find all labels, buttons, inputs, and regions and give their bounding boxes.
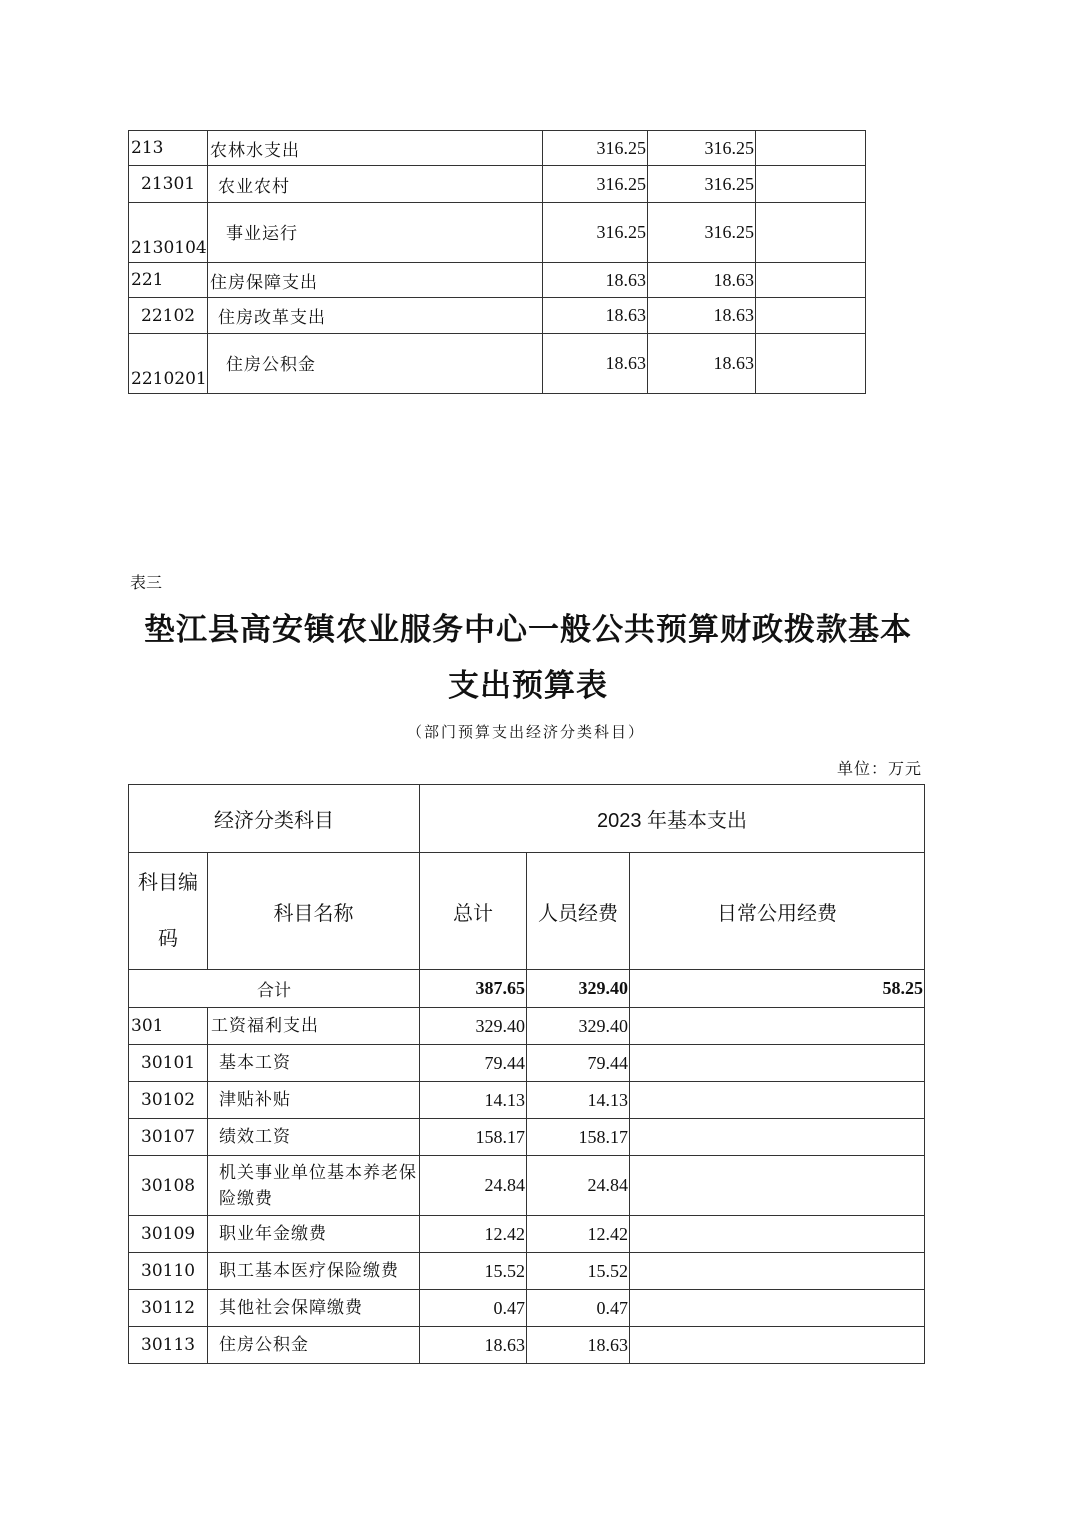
row-public xyxy=(756,334,866,394)
row-total: 329.40 xyxy=(420,1008,527,1045)
table-row xyxy=(129,203,866,263)
row-name: 工资福利支出 xyxy=(208,1008,420,1045)
table-row xyxy=(129,334,866,394)
row-code: 22102 xyxy=(129,298,208,334)
header-row-1 xyxy=(129,785,925,853)
row-total: 158.17 xyxy=(420,1119,527,1156)
row-code: 30101 xyxy=(129,1045,208,1082)
row-total: 12.42 xyxy=(420,1216,527,1253)
row-total: 14.13 xyxy=(420,1082,527,1119)
row-public xyxy=(630,1290,925,1327)
header-row-2 xyxy=(129,853,925,970)
row-total: 18.63 xyxy=(543,334,648,394)
row-personnel: 158.17 xyxy=(527,1119,630,1156)
row-public xyxy=(756,203,866,263)
table-row xyxy=(129,131,866,166)
row-total: 18.63 xyxy=(543,263,648,298)
row-name: 住房公积金 xyxy=(208,1327,420,1364)
row-public xyxy=(630,1045,925,1082)
row-code: 30110 xyxy=(129,1253,208,1290)
row-personnel: 18.63 xyxy=(648,263,756,298)
row-personnel: 18.63 xyxy=(527,1327,630,1364)
row-personnel: 14.13 xyxy=(527,1082,630,1119)
row-code: 301 xyxy=(129,1008,208,1045)
row-public xyxy=(756,131,866,166)
table-row xyxy=(129,166,866,203)
row-public xyxy=(630,1216,925,1253)
row-personnel: 12.42 xyxy=(527,1216,630,1253)
row-public xyxy=(630,1119,925,1156)
row-name: 住房公积金 xyxy=(208,334,543,394)
total-label: 合计 xyxy=(129,970,420,1008)
row-total: 15.52 xyxy=(420,1253,527,1290)
row-total: 79.44 xyxy=(420,1045,527,1082)
header-code xyxy=(129,853,208,970)
row-personnel: 24.84 xyxy=(527,1156,630,1216)
row-code: 2130104 xyxy=(129,203,208,263)
row-code: 30109 xyxy=(129,1216,208,1253)
row-name: 职业年金缴费 xyxy=(208,1216,420,1253)
row-total: 0.47 xyxy=(420,1290,527,1327)
row-code: 2210201 xyxy=(129,334,208,394)
row-public xyxy=(630,1156,925,1216)
unit-label: 单位：万元 xyxy=(836,759,922,778)
total-personnel: 329.40 xyxy=(527,970,630,1008)
table-row xyxy=(129,1119,925,1156)
row-code: 30113 xyxy=(129,1327,208,1364)
row-name: 津贴补贴 xyxy=(208,1082,420,1119)
row-personnel: 15.52 xyxy=(527,1253,630,1290)
row-total: 316.25 xyxy=(543,166,648,203)
row-public xyxy=(756,166,866,203)
row-personnel: 79.44 xyxy=(527,1045,630,1082)
header-code-line1: 科目编 xyxy=(138,872,198,894)
row-personnel: 18.63 xyxy=(648,334,756,394)
row-code: 30107 xyxy=(129,1119,208,1156)
row-name: 农林水支出 xyxy=(208,131,543,166)
row-public xyxy=(630,1008,925,1045)
row-code: 213 xyxy=(129,131,208,166)
row-total: 316.25 xyxy=(543,203,648,263)
row-name: 职工基本医疗保险缴费 xyxy=(208,1253,420,1290)
row-personnel: 316.25 xyxy=(648,203,756,263)
row-name: 机关事业单位基本养老保险缴费 xyxy=(208,1156,420,1216)
row-name: 事业运行 xyxy=(208,203,543,263)
total-public: 58.25 xyxy=(630,970,925,1008)
header-year-basic: 2023 年基本支出 xyxy=(420,785,925,853)
row-personnel: 0.47 xyxy=(527,1290,630,1327)
row-code: 21301 xyxy=(129,166,208,203)
header-personnel: 人员经费 xyxy=(527,853,630,970)
row-name: 住房保障支出 xyxy=(208,263,543,298)
basic-expenditure-table xyxy=(128,784,925,1364)
row-name: 农业农村 xyxy=(208,166,543,203)
header-code-line2: 码 xyxy=(158,928,178,950)
row-public xyxy=(756,263,866,298)
row-personnel: 329.40 xyxy=(527,1008,630,1045)
row-public xyxy=(630,1327,925,1364)
row-total: 24.84 xyxy=(420,1156,527,1216)
table-row xyxy=(129,1253,925,1290)
table-row xyxy=(129,1156,925,1216)
row-personnel: 18.63 xyxy=(648,298,756,334)
row-name: 住房改革支出 xyxy=(208,298,543,334)
table-row xyxy=(129,1216,925,1253)
table-label: 表三 xyxy=(130,573,163,592)
row-code: 30112 xyxy=(129,1290,208,1327)
header-total: 总计 xyxy=(420,853,527,970)
row-total: 18.63 xyxy=(420,1327,527,1364)
row-code: 30102 xyxy=(129,1082,208,1119)
row-code: 221 xyxy=(129,263,208,298)
table-row xyxy=(129,1327,925,1364)
table-row xyxy=(129,298,866,334)
table-row xyxy=(129,1045,925,1082)
row-public xyxy=(756,298,866,334)
row-public xyxy=(630,1082,925,1119)
total-row xyxy=(129,970,925,1008)
row-name: 基本工资 xyxy=(208,1045,420,1082)
table-row xyxy=(129,1082,925,1119)
row-personnel: 316.25 xyxy=(648,166,756,203)
table-row xyxy=(129,263,866,298)
row-name: 绩效工资 xyxy=(208,1119,420,1156)
header-econ-class: 经济分类科目 xyxy=(129,785,420,853)
header-public: 日常公用经费 xyxy=(630,853,925,970)
page-title-line1: 垫江县高安镇农业服务中心一般公共预算财政拨款基本 xyxy=(144,612,912,648)
table-row xyxy=(129,1290,925,1327)
row-total: 316.25 xyxy=(543,131,648,166)
row-personnel: 316.25 xyxy=(648,131,756,166)
header-name: 科目名称 xyxy=(208,853,420,970)
total-total: 387.65 xyxy=(420,970,527,1008)
page-title-line2: 支出预算表 xyxy=(448,668,608,704)
row-name: 其他社会保障缴费 xyxy=(208,1290,420,1327)
row-public xyxy=(630,1253,925,1290)
row-code: 30108 xyxy=(129,1156,208,1216)
page-subtitle: （部门预算支出经济分类科目） xyxy=(406,723,645,741)
row-total: 18.63 xyxy=(543,298,648,334)
upper-budget-table xyxy=(128,130,866,394)
table-row xyxy=(129,1008,925,1045)
